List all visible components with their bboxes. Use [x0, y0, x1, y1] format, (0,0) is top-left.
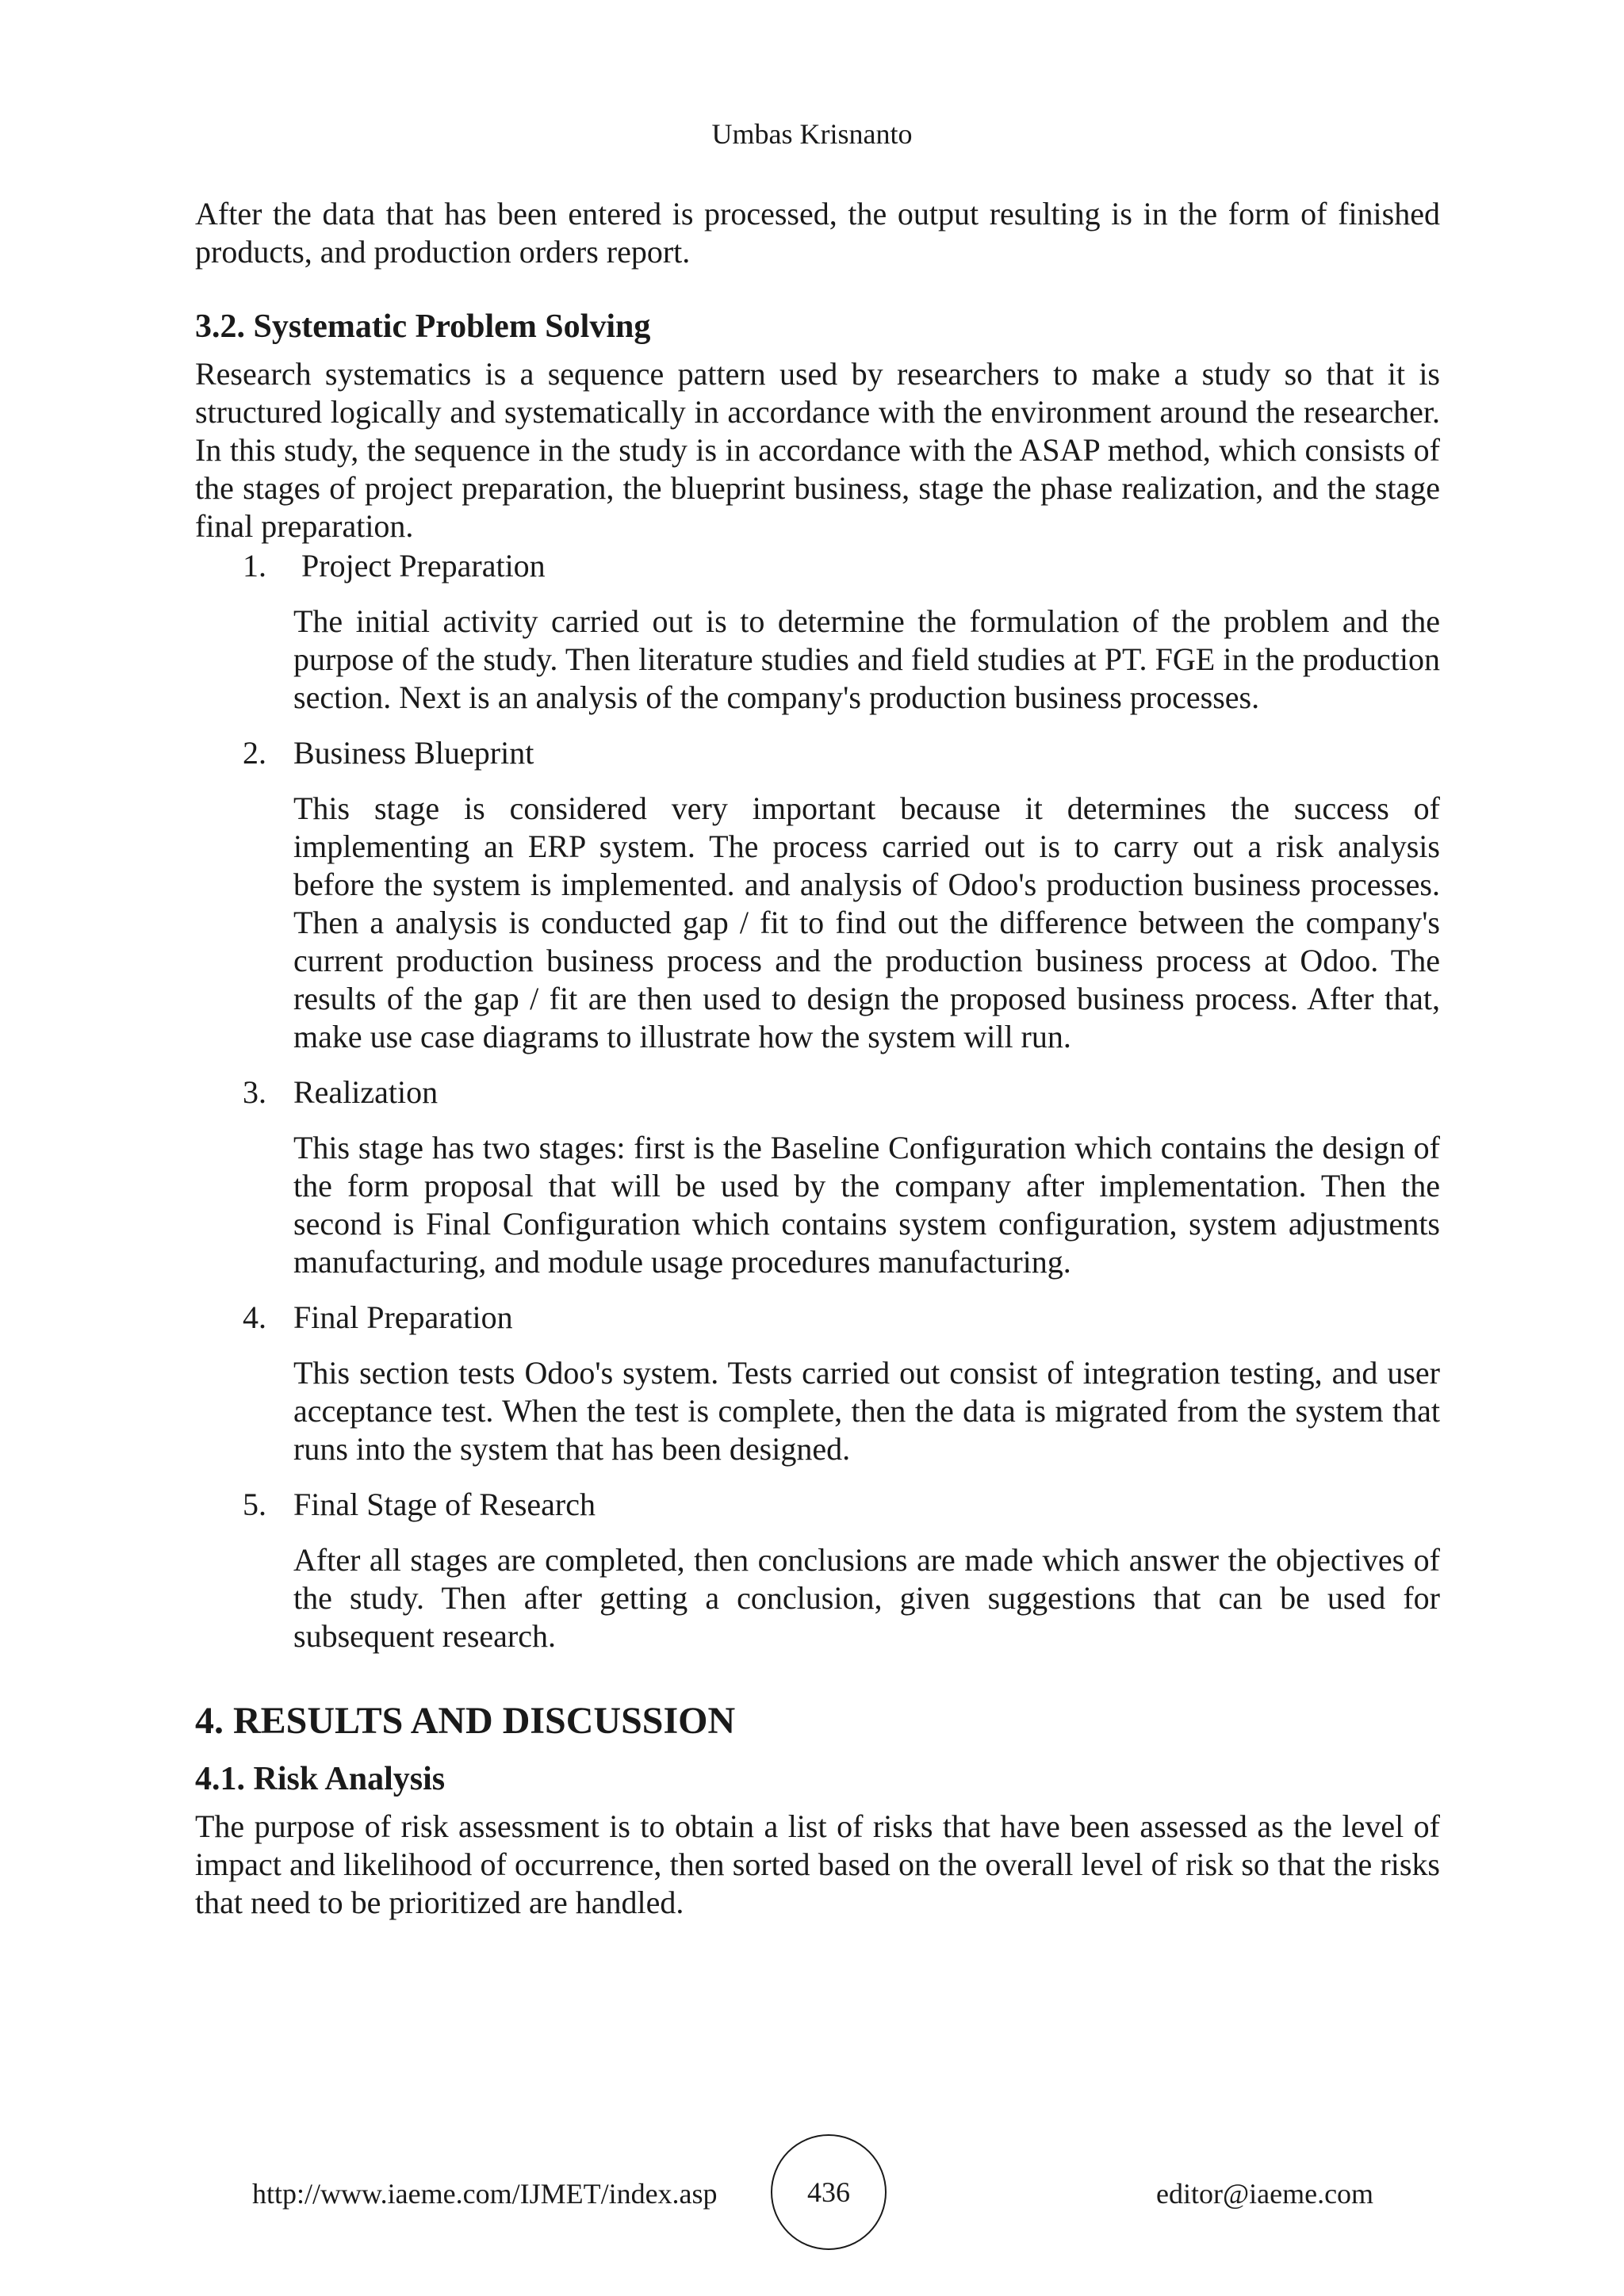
stage-title [195, 1073, 1440, 1112]
stage-title [195, 1486, 1440, 1524]
section-4-heading: 4. RESULTS AND DISCUSSION [195, 1700, 736, 1742]
page-footer [0, 2134, 1624, 2253]
stage-body: This section tests Odoo's system. Tests carried out consist of integration testing, and user acceptance test. When the test is complete, then the data is migrated from the system that runs into the system that has been designed. [293, 1355, 1440, 1467]
stage-body: After all stages are completed, then conclusions are made which answer the objectives of the study. Then after getting a conclusion, given suggestions that can be used for subsequent research. [293, 1542, 1440, 1654]
stage-title-text: Realization [293, 1074, 439, 1110]
section-3-2-paragraph: Research systematics is a sequence pattern used by researchers to make a study so that it is structured logically and systematically in accordance with the environment around the researcher. In this study, the sequence in the study is in accordance with the ASAP method, which consists of the stages of project preparation, the blueprint business, stage the phase realization, and the stage final preparation. [195, 356, 1440, 544]
stage-item-final-stage-of-research [195, 1486, 1440, 1655]
stage-number: 5. [243, 1487, 266, 1522]
page-content [195, 195, 1440, 1922]
footer-email-link[interactable]: editor@iaeme.com [1156, 2178, 1374, 2210]
stage-item-project-preparation [195, 547, 1440, 717]
stage-item-realization [195, 1073, 1440, 1281]
stage-body: The initial activity carried out is to determine the formulation of the problem and the purpose of the study. Then literature studies and field studies at PT. FGE in the production section. Next is an analysis of the company's production business processes. [293, 603, 1440, 715]
stage-title [195, 1299, 1440, 1337]
stage-number: 2. [243, 735, 266, 771]
stage-title-text: Business Blueprint [293, 735, 534, 771]
stage-title-text: Final Stage of Research [293, 1487, 596, 1522]
stage-list [195, 547, 1440, 1655]
stage-title [195, 734, 1440, 772]
footer-journal-link[interactable]: http://www.iaeme.com/IJMET/index.asp [252, 2178, 718, 2210]
stage-title [195, 547, 1440, 585]
section-4-1-paragraph: The purpose of risk assessment is to obtain a list of risks that have been assessed as the level of impact and likelihood of occurrence, then sorted based on the overall level of risk so that the risks that need to be prioritized are handled. [195, 1808, 1440, 1920]
stage-title-text: Final Preparation [293, 1299, 513, 1335]
section-3-2-heading: 3.2. Systematic Problem Solving [195, 308, 651, 345]
stage-title-text: Project Preparation [301, 548, 546, 584]
stage-item-business-blueprint [195, 734, 1440, 1056]
stage-item-final-preparation [195, 1299, 1440, 1468]
stage-number: 4. [243, 1299, 266, 1335]
running-header-author: Umbas Krisnanto [711, 118, 913, 150]
section-4-1-heading: 4.1. Risk Analysis [195, 1761, 446, 1797]
stage-body: This stage is considered very important because it determines the success of implementing an ERP system. The process carried out is to carry out a risk analysis before the system is implemented. and analysis of Odoo's production business processes. Then a analysis is conducted gap / fit to find out the difference between the company's current production business process and the production business process at Odoo. The results of the gap / fit are then used to design the proposed business process. After that, make use case diagrams to illustrate how the system will run. [293, 790, 1440, 1054]
stage-number: 3. [243, 1074, 266, 1110]
intro-paragraph: After the data that has been entered is processed, the output resulting is in the form of finished products, and production orders report. [195, 196, 1440, 270]
stage-number: 1. [243, 548, 266, 584]
stage-body: This stage has two stages: first is the Baseline Configuration which contains the design of the form proposal that will be used by the company after implementation. Then the second is Final Configuration which contains system configuration, system adjustments manufacturing, and module usage procedures manufacturing. [293, 1130, 1440, 1280]
page-number: 436 [807, 2176, 850, 2208]
page-number-badge [771, 2134, 887, 2250]
